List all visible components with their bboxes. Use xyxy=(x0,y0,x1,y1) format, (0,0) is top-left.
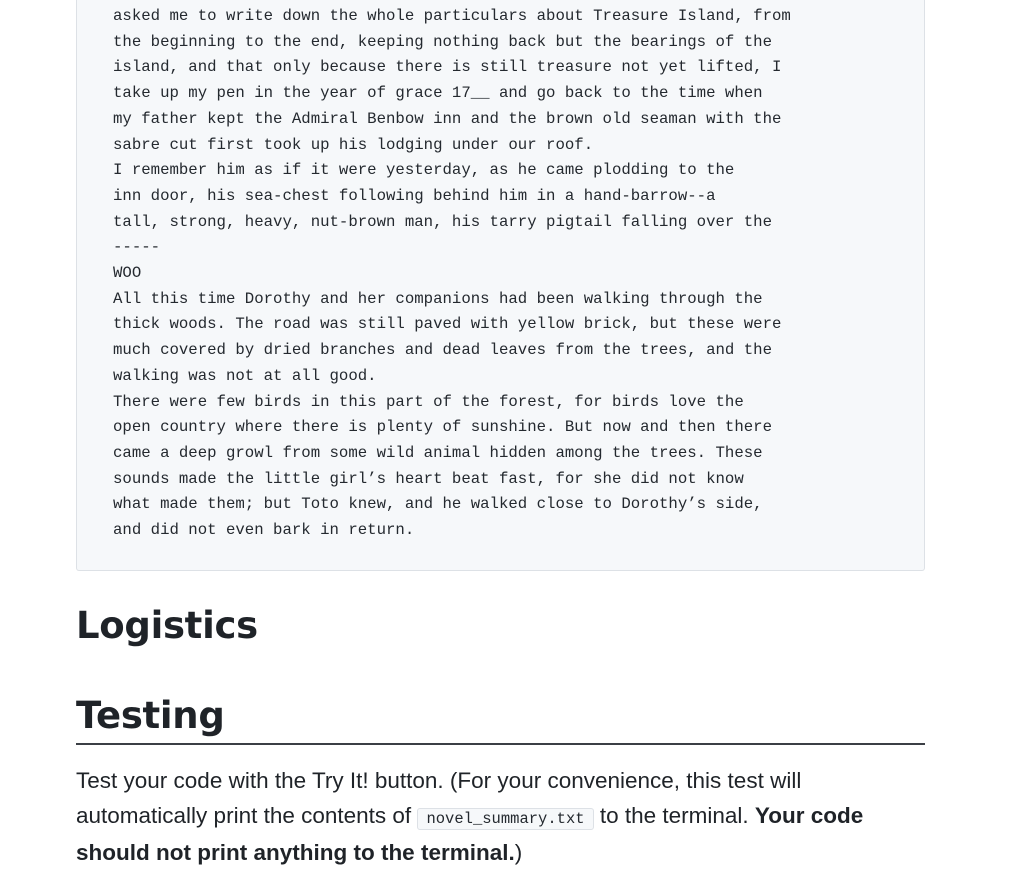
code-line: tall, strong, heavy, nut-brown man, his tarry pigtail falling over the xyxy=(113,212,772,231)
heading-testing: Testing xyxy=(76,692,925,745)
code-line: came a deep growl from some wild animal hidden among the trees. These xyxy=(113,443,763,462)
testing-text-part2: to the terminal. xyxy=(593,802,755,828)
code-block xyxy=(76,0,925,571)
code-line: sabre cut first took up his lodging under our roof. xyxy=(113,135,594,154)
heading-logistics: Logistics xyxy=(76,604,258,647)
code-line: asked me to write down the whole particulars about Treasure Island, from xyxy=(113,7,791,25)
code-line: WOO xyxy=(113,264,142,283)
code-line: what made them; but Toto knew, and he walked close to Dorothy’s side, xyxy=(113,495,763,514)
main-content xyxy=(76,0,925,866)
code-line: and did not even bark in return. xyxy=(113,521,415,540)
code-line: walking was not at all good. xyxy=(113,366,377,385)
code-line: I remember him as if it were yesterday, as he came plodding to the xyxy=(113,161,735,180)
code-line: inn door, his sea-chest following behind him in a hand-barrow--a xyxy=(113,186,716,205)
code-line: thick woods. The road was still paved with yellow brick, but these were xyxy=(113,315,782,334)
testing-description xyxy=(76,764,925,871)
inline-code-filename: novel_summary.txt xyxy=(417,808,593,830)
code-line: open country where there is plenty of sunshine. But now and then there xyxy=(113,418,772,437)
code-block-text xyxy=(113,4,924,544)
code-line: the beginning to the end, keeping nothing back but the bearings of the xyxy=(113,32,772,51)
testing-warning-bold: Your code should not print anything to the terminal. xyxy=(76,802,864,866)
code-line: sounds made the little girl’s heart beat fast, for she did not know xyxy=(113,469,744,488)
code-line: much covered by dried branches and dead leaves from the trees, and the xyxy=(113,341,772,360)
code-line: All this time Dorothy and her companions had been walking through the xyxy=(113,289,763,308)
code-line: ----- xyxy=(113,238,161,257)
code-line: take up my pen in the year of grace 17__ and go back to the time when xyxy=(113,84,763,103)
testing-text-part3: ) xyxy=(514,840,523,866)
code-line: island, and that only because there is still treasure not yet lifted, I xyxy=(113,58,782,77)
code-line: my father kept the Admiral Benbow inn and the brown old seaman with the xyxy=(113,109,782,128)
testing-text-part1: Test your code with the Try It! button. (For your convenience, this test will automatically print the contents of xyxy=(76,768,802,828)
code-line: There were few birds in this part of the forest, for birds love the xyxy=(113,392,744,411)
